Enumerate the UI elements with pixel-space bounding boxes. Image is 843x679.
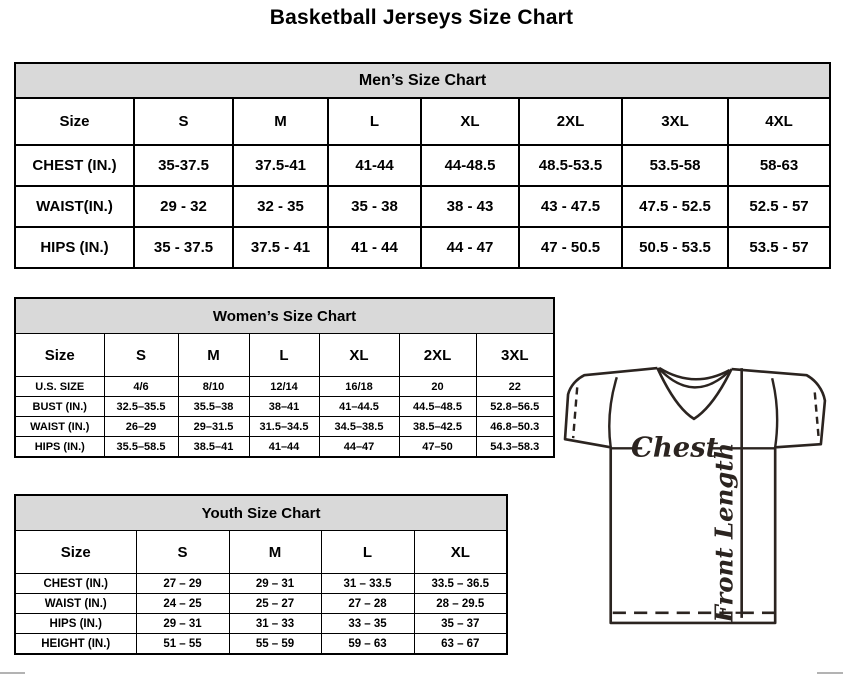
size-value: 44 - 47 <box>421 227 519 268</box>
table-row <box>15 377 554 397</box>
mens-size-table <box>14 62 831 269</box>
size-value: 54.3–58.3 <box>476 437 554 458</box>
front-length-label: Front Length <box>709 442 739 623</box>
column-header: XL <box>414 531 507 574</box>
left-sleeve-seam-icon <box>609 377 616 447</box>
table-row <box>15 594 507 614</box>
size-value: 25 – 27 <box>229 594 321 614</box>
table-row <box>15 397 554 417</box>
row-label: BUST (IN.) <box>15 397 104 417</box>
size-value: 52.8–56.5 <box>476 397 554 417</box>
size-value: 29 – 31 <box>229 574 321 594</box>
size-value: 52.5 - 57 <box>728 186 830 227</box>
column-header: L <box>328 98 421 145</box>
row-label: CHEST (IN.) <box>15 145 134 186</box>
size-value: 32.5–35.5 <box>104 397 178 417</box>
womens-size-table <box>14 297 555 458</box>
size-value: 24 – 25 <box>136 594 229 614</box>
size-value: 47 - 50.5 <box>519 227 622 268</box>
column-header: 4XL <box>728 98 830 145</box>
table-row <box>15 614 507 634</box>
size-value: 35 - 38 <box>328 186 421 227</box>
size-value: 16/18 <box>319 377 399 397</box>
size-value: 46.8–50.3 <box>476 417 554 437</box>
size-value: 4/6 <box>104 377 178 397</box>
youth-size-table <box>14 494 508 655</box>
table-caption-row <box>15 495 507 531</box>
column-header: S <box>136 531 229 574</box>
row-label: WAIST (IN.) <box>15 594 136 614</box>
size-value: 29 – 31 <box>136 614 229 634</box>
header-row <box>15 531 507 574</box>
row-label: HIPS (IN.) <box>15 437 104 458</box>
row-label: WAIST (IN.) <box>15 417 104 437</box>
table-row <box>15 227 830 268</box>
size-value: 35.5–38 <box>178 397 249 417</box>
size-value: 38.5–42.5 <box>399 417 476 437</box>
column-header: Size <box>15 334 104 377</box>
size-value: 29–31.5 <box>178 417 249 437</box>
column-header: M <box>233 98 328 145</box>
column-header: XL <box>319 334 399 377</box>
row-label: HIPS (IN.) <box>15 227 134 268</box>
collar-inner-band-icon <box>658 368 730 387</box>
size-value: 31 – 33.5 <box>321 574 414 594</box>
column-header: XL <box>421 98 519 145</box>
size-value: 63 – 67 <box>414 634 507 655</box>
table-row <box>15 574 507 594</box>
header-row <box>15 98 830 145</box>
row-label: HEIGHT (IN.) <box>15 634 136 655</box>
column-header: S <box>104 334 178 377</box>
column-header: 3XL <box>622 98 728 145</box>
size-value: 27 – 28 <box>321 594 414 614</box>
size-value: 31.5–34.5 <box>249 417 319 437</box>
size-value: 58-63 <box>728 145 830 186</box>
size-value: 53.5-58 <box>622 145 728 186</box>
size-value: 27 – 29 <box>136 574 229 594</box>
column-header: 2XL <box>399 334 476 377</box>
right-cuff-dashed-icon <box>815 392 819 440</box>
size-value: 12/14 <box>249 377 319 397</box>
page-edge-fragment-right <box>817 672 843 674</box>
row-label: CHEST (IN.) <box>15 574 136 594</box>
row-label: HIPS (IN.) <box>15 614 136 634</box>
size-value: 26–29 <box>104 417 178 437</box>
size-value: 53.5 - 57 <box>728 227 830 268</box>
size-value: 33.5 – 36.5 <box>414 574 507 594</box>
jersey-diagram <box>558 362 836 628</box>
size-value: 28 – 29.5 <box>414 594 507 614</box>
size-value: 38–41 <box>249 397 319 417</box>
size-value: 41 - 44 <box>328 227 421 268</box>
column-header: L <box>249 334 319 377</box>
header-row <box>15 334 554 377</box>
table-caption: Women’s Size Chart <box>15 298 554 334</box>
size-value: 44-48.5 <box>421 145 519 186</box>
column-header: M <box>229 531 321 574</box>
size-value: 33 – 35 <box>321 614 414 634</box>
size-value: 51 – 55 <box>136 634 229 655</box>
size-value: 38 - 43 <box>421 186 519 227</box>
size-value: 38.5–41 <box>178 437 249 458</box>
page-title: Basketball Jerseys Size Chart <box>269 6 574 29</box>
chest-label: Chest <box>631 431 719 464</box>
size-value: 37.5 - 41 <box>233 227 328 268</box>
size-value: 29 - 32 <box>134 186 233 227</box>
table-caption-row <box>15 63 830 98</box>
size-value: 55 – 59 <box>229 634 321 655</box>
right-sleeve-seam-icon <box>772 378 777 447</box>
size-value: 59 – 63 <box>321 634 414 655</box>
size-value: 20 <box>399 377 476 397</box>
table-row <box>15 417 554 437</box>
size-value: 37.5-41 <box>233 145 328 186</box>
size-value: 47.5 - 52.5 <box>622 186 728 227</box>
size-value: 41–44 <box>249 437 319 458</box>
size-value: 48.5-53.5 <box>519 145 622 186</box>
row-label: U.S. SIZE <box>15 377 104 397</box>
jersey-outline-icon <box>565 368 825 623</box>
column-header: L <box>321 531 414 574</box>
size-value: 34.5–38.5 <box>319 417 399 437</box>
size-value: 44.5–48.5 <box>399 397 476 417</box>
table-row <box>15 186 830 227</box>
table-caption: Men’s Size Chart <box>15 63 830 98</box>
size-value: 43 - 47.5 <box>519 186 622 227</box>
size-value: 8/10 <box>178 377 249 397</box>
size-value: 35-37.5 <box>134 145 233 186</box>
left-cuff-dashed-icon <box>573 387 577 438</box>
row-label: WAIST(IN.) <box>15 186 134 227</box>
column-header: M <box>178 334 249 377</box>
size-value: 31 – 33 <box>229 614 321 634</box>
size-value: 35.5–58.5 <box>104 437 178 458</box>
size-value: 35 - 37.5 <box>134 227 233 268</box>
size-value: 44–47 <box>319 437 399 458</box>
size-value: 22 <box>476 377 554 397</box>
column-header: Size <box>15 531 136 574</box>
column-header: S <box>134 98 233 145</box>
table-row <box>15 634 507 655</box>
size-value: 41–44.5 <box>319 397 399 417</box>
column-header: 2XL <box>519 98 622 145</box>
column-header: 3XL <box>476 334 554 377</box>
size-value: 50.5 - 53.5 <box>622 227 728 268</box>
table-caption: Youth Size Chart <box>15 495 507 531</box>
size-value: 35 – 37 <box>414 614 507 634</box>
table-row <box>15 145 830 186</box>
column-header: Size <box>15 98 134 145</box>
size-value: 41-44 <box>328 145 421 186</box>
table-row <box>15 437 554 458</box>
size-value: 32 - 35 <box>233 186 328 227</box>
page-edge-fragment-left <box>0 672 25 674</box>
size-value: 47–50 <box>399 437 476 458</box>
table-caption-row <box>15 298 554 334</box>
